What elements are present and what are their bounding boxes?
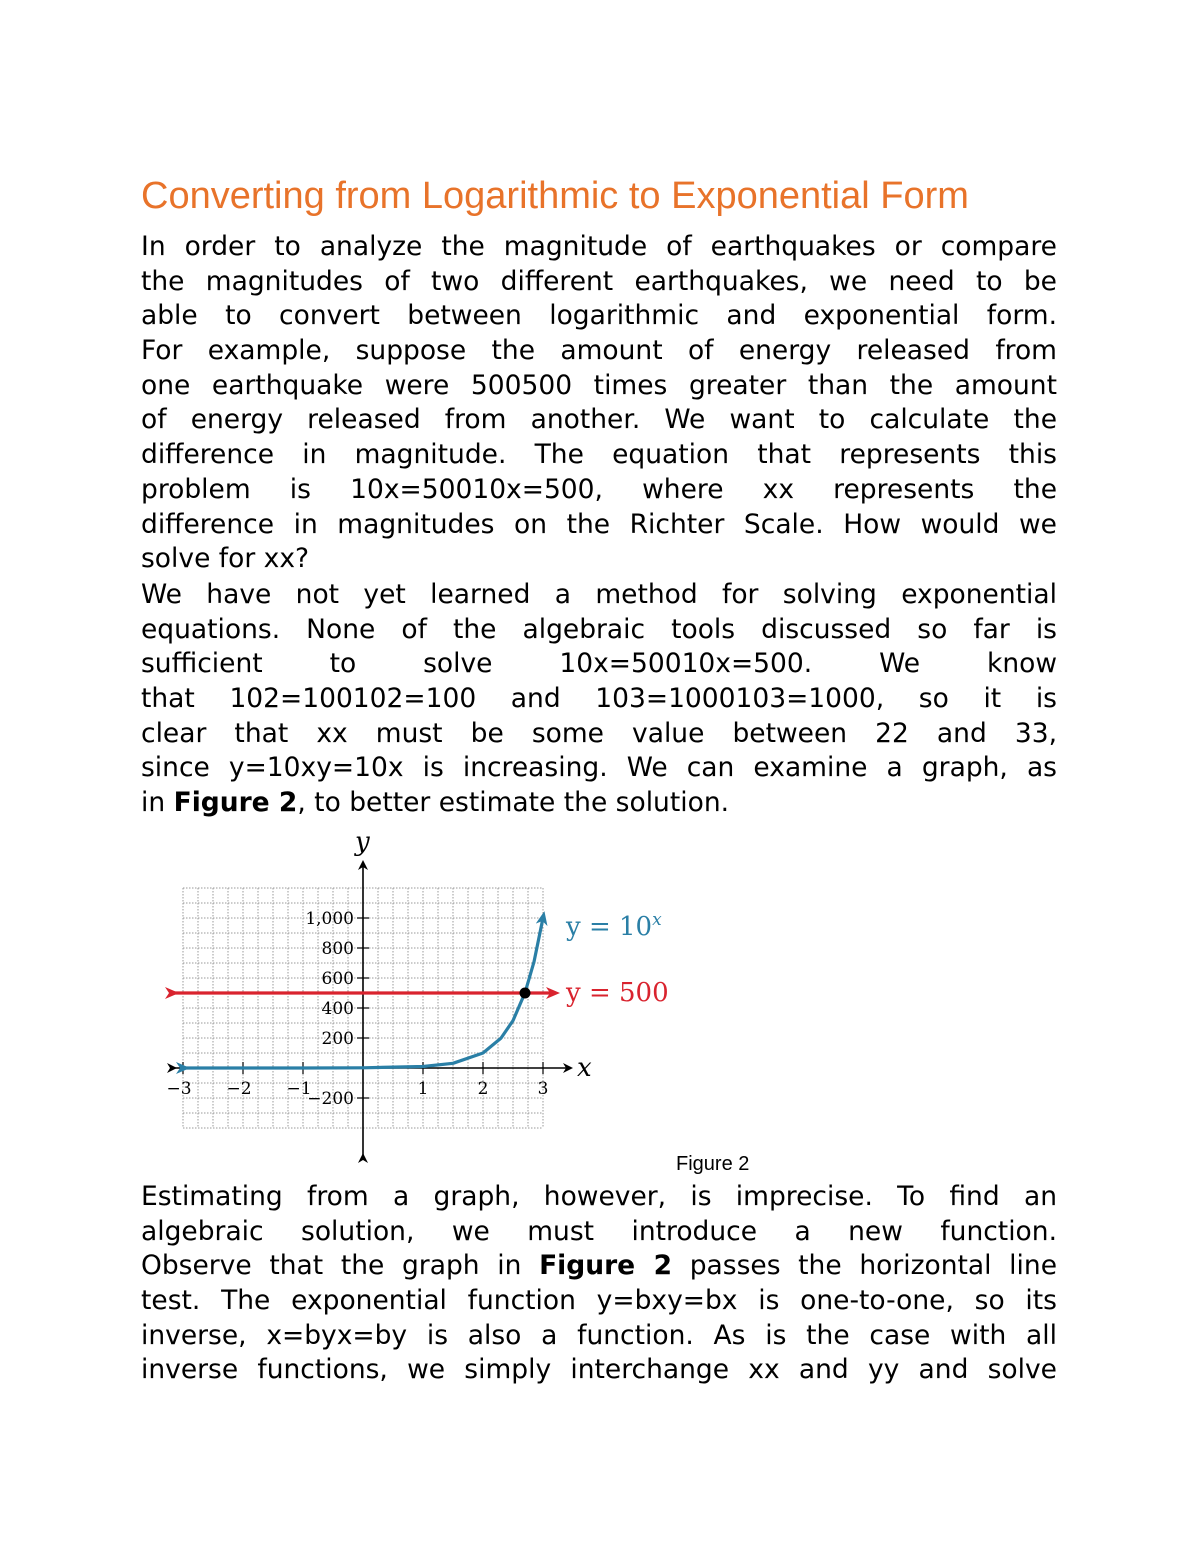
series-label-constant: y = 500 (566, 978, 669, 1008)
text-line: able to convert between logarithmic and exponential form. (141, 300, 1057, 332)
paragraph-method (141, 578, 1057, 821)
figure-caption: Figure 2 (676, 1153, 750, 1175)
text-line: that 102=100102=100 and 103=1000103=1000, so it is (141, 683, 1057, 715)
text-line: one earthquake were 500500 times greater than the amount (141, 369, 1057, 401)
text-line: algebraic solution, we must introduce a new function. (141, 1215, 1057, 1247)
text-line: sufficient to solve 10x=50010x=500. We know (141, 648, 1057, 680)
y-tick-label: 1,000 (305, 909, 354, 929)
text-line: since y=10xy=10x is increasing. We can examine a graph, as (141, 752, 1057, 784)
figure-reference: Figure 2 (173, 787, 298, 819)
text-run: Observe that the graph in (141, 1250, 540, 1282)
x-tick-label: −2 (226, 1079, 252, 1099)
text-line (141, 1249, 1057, 1284)
text-line: clear that xx must be some value between 22 and 33, (141, 717, 1057, 749)
text-run: , to better estimate the solution. (297, 787, 730, 819)
text-line: difference in magnitude. The equation that represents this (141, 439, 1057, 471)
figure-reference: Figure 2 (539, 1250, 673, 1282)
paragraph-intro (141, 230, 1057, 577)
series-label-exponential-sup: x (652, 910, 662, 930)
x-tick-label: 1 (417, 1079, 429, 1099)
x-tick-label: 3 (537, 1079, 549, 1099)
y-tick-label: −200 (307, 1089, 354, 1109)
y-tick-label: 200 (321, 1029, 354, 1049)
text-line: solve for xx? (141, 543, 310, 575)
text-line: test. The exponential function y=bxy=bx is one-to-one, so its (141, 1285, 1057, 1317)
intersection-point (520, 988, 531, 999)
paragraph-inverse (141, 1180, 1057, 1388)
x-axis-label: x (577, 1053, 592, 1083)
text-run: passes the horizontal line (672, 1250, 1058, 1282)
x-tick-label: 2 (477, 1079, 489, 1099)
y-tick-label: 600 (321, 969, 354, 989)
text-line: inverse functions, we simply interchange xx and yy and solve (141, 1354, 1057, 1386)
series-label-exponential (565, 910, 662, 942)
y-tick-label: 400 (321, 999, 354, 1019)
text-line (141, 786, 1057, 821)
text-line: equations. None of the algebraic tools discussed so far is (141, 613, 1057, 645)
chart-axes (172, 865, 568, 1158)
chart-ticks (166, 909, 548, 1109)
text-line: In order to analyze the magnitude of earthquakes or compare (141, 231, 1057, 262)
text-run: in (141, 787, 174, 819)
text-line: Estimating from a graph, however, is imprecise. To find an (141, 1181, 1057, 1212)
text-line: For example, suppose the amount of energy released from (141, 335, 1057, 367)
section-title: Converting from Logarithmic to Exponential Form (141, 175, 969, 217)
x-tick-label: −3 (166, 1079, 192, 1099)
text-line: of energy released from another. We want to calculate the (141, 404, 1057, 436)
text-line: problem is 10x=50010x=500, where xx represents the (141, 473, 1057, 505)
series-label-exponential-text: y = 10 (566, 912, 653, 942)
exponential-graph (150, 825, 690, 1170)
text-line: difference in magnitudes on the Richter Scale. How would we (141, 508, 1057, 540)
x-tick-label: −1 (286, 1079, 312, 1099)
y-tick-label: 800 (321, 939, 354, 959)
text-line: the magnitudes of two different earthquakes, we need to be (141, 265, 1057, 297)
y-axis-label: y (355, 827, 370, 857)
text-line: We have not yet learned a method for solving exponential (141, 579, 1057, 610)
text-line: inverse, x=byx=by is also a function. As is the case with all (141, 1319, 1057, 1351)
